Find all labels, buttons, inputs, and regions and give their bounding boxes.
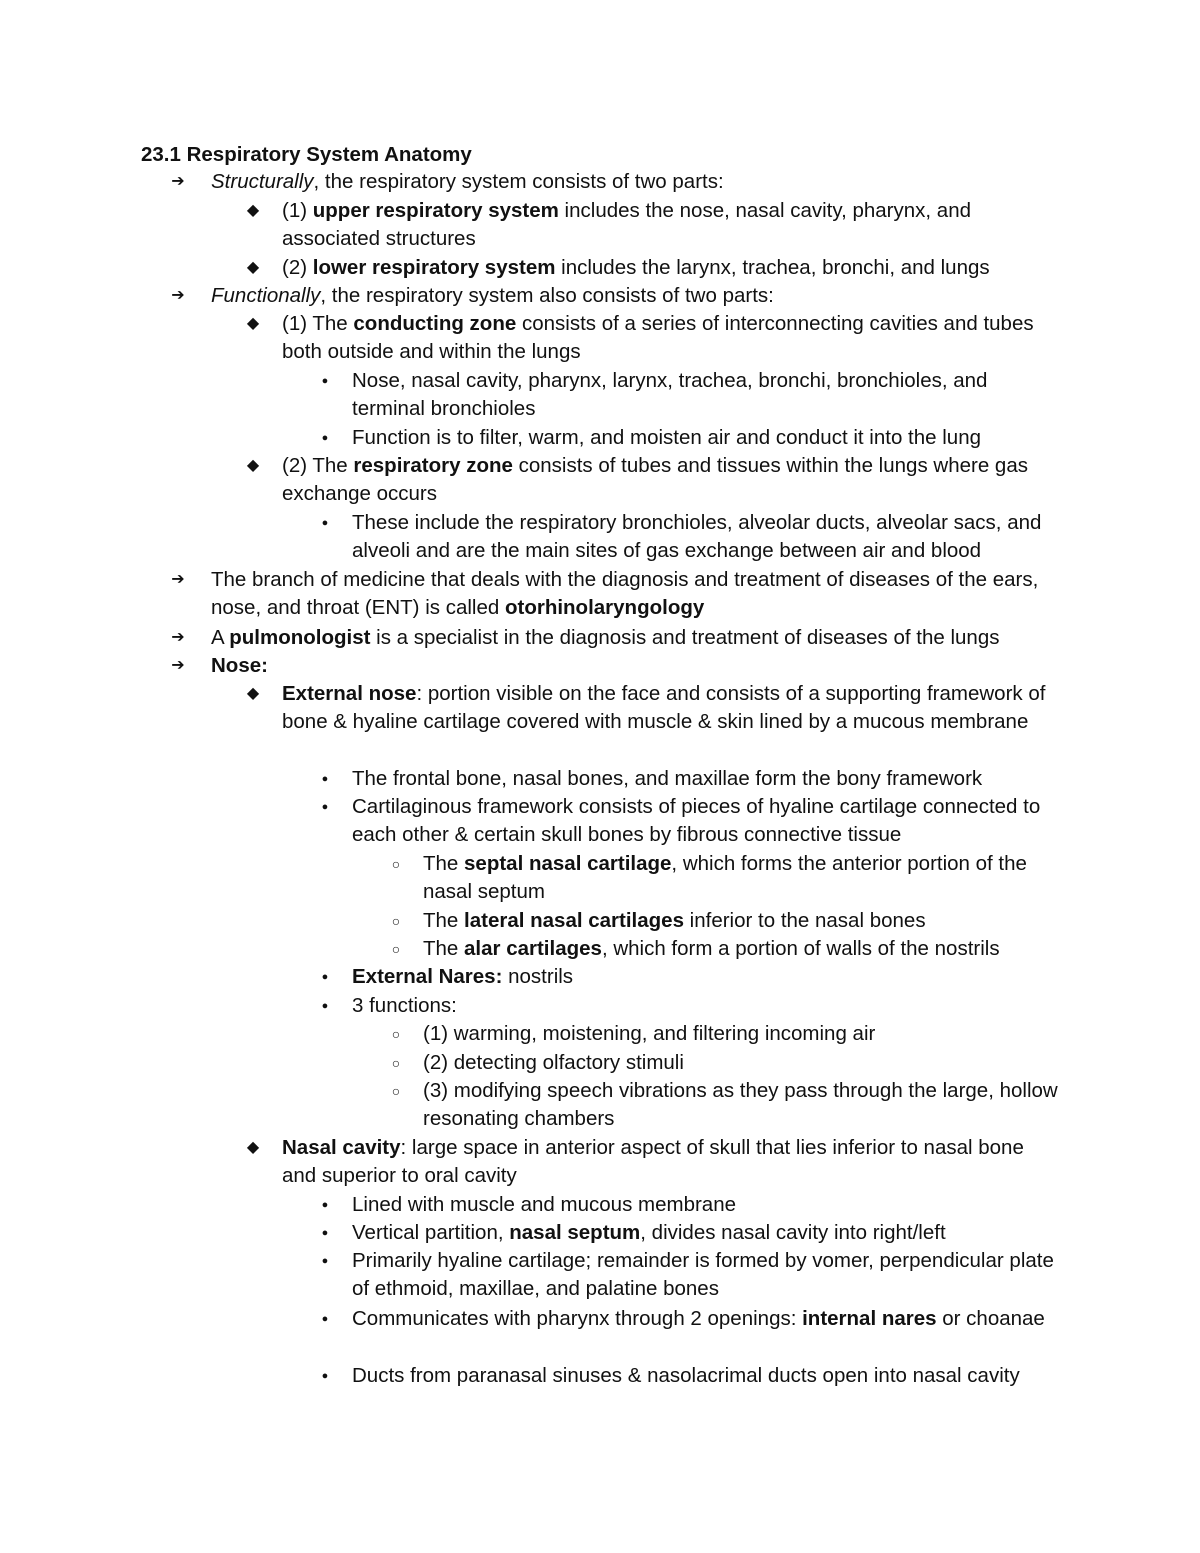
text-segment: Vertical partition, [352,1221,510,1244]
circle-bullet-icon: ○ [391,941,401,957]
dot-bullet-icon: ● [321,1227,329,1239]
dot-bullet-icon: ● [321,432,329,444]
text-segment: Communicates with pharynx through 2 openings: [352,1307,803,1330]
text-segment: (1) warming, moistening, and filtering incoming air [423,1022,876,1045]
circle-bullet-icon: ○ [391,856,401,872]
bold-term: lateral nasal cartilages [464,909,684,932]
text-segment: (2) detecting olfactory stimuli [423,1051,684,1074]
text-segment: These include the respiratory bronchioles, alveolar ducts, alveolar sacs, and alveoli and are the main sites of gas exchange between air and blood [352,511,1042,563]
text-segment: includes the larynx, trachea, bronchi, and lungs [555,256,990,279]
dot-bullet-icon: ● [321,1313,329,1325]
italic-term: Structurally [211,170,314,193]
list-item [321,367,1062,424]
list-item [321,765,1062,793]
list-item [321,424,1062,452]
arrow-bullet-icon: ➔ [171,657,185,674]
text-segment: The frontal bone, nasal bones, and maxillae form the bony framework [352,767,983,790]
text-segment: or choanae [936,1307,1045,1330]
dot-bullet-icon: ● [321,1255,329,1267]
dot-bullet-icon: ● [321,971,329,983]
list-item [321,963,1062,991]
text-segment: (3) modifying speech vibrations as they pass through the large, hollow resonating chambers [423,1079,1058,1131]
dot-bullet-icon: ● [321,1199,329,1211]
bold-term: septal nasal cartilage [464,852,672,875]
list-item [321,1191,1062,1219]
italic-term: Functionally [211,284,321,307]
list-item [321,992,1062,1020]
text-segment: , which forms the anterior portion of the nasal septum [423,852,1027,904]
list-item [246,680,1062,737]
arrow-bullet-icon: ➔ [171,629,185,646]
list-item [391,1020,1063,1048]
text-segment: , the respiratory system also consists of two parts: [320,284,774,307]
dot-bullet-icon: ● [321,773,329,785]
circle-bullet-icon: ○ [391,1026,401,1042]
bold-term: conducting zone [353,312,517,335]
text-segment: The [423,852,465,875]
text-segment: Lined with muscle and mucous membrane [352,1193,736,1216]
diamond-bullet-icon: ◆ [246,259,260,276]
text-segment: (2) The [282,454,354,477]
text-segment: 3 functions: [352,994,457,1017]
text-segment: , the respiratory system consists of two parts: [313,170,724,193]
list-item [171,168,1061,196]
arrow-bullet-icon: ➔ [171,571,185,588]
list-item [321,1247,1062,1304]
text-segment: (1) The [282,312,354,335]
text-segment: Nose, nasal cavity, pharynx, larynx, trachea, bronchi, bronchioles, and terminal bronchioles [352,369,988,421]
bold-term: alar cartilages [464,937,602,960]
bold-term: internal nares [802,1307,937,1330]
dot-bullet-icon: ● [321,1370,329,1382]
circle-bullet-icon: ○ [391,1055,401,1071]
text-segment: , which form a portion of walls of the nostrils [601,937,1000,960]
bold-term: External nose [282,682,417,705]
bold-term: respiratory zone [353,454,513,477]
diamond-bullet-icon: ◆ [246,315,260,332]
text-segment: inferior to the nasal bones [683,909,926,932]
list-item [246,310,1062,367]
bold-term: External Nares: [352,965,503,988]
list-item [321,1219,1062,1247]
circle-bullet-icon: ○ [391,913,401,929]
list-item [391,935,1063,963]
arrow-bullet-icon: ➔ [171,287,185,304]
bold-term: pulmonologist [229,626,371,649]
diamond-bullet-icon: ◆ [246,685,260,702]
text-segment: The branch of medicine that deals with the diagnosis and treatment of diseases of the ears, nose, and throat (ENT) is called [211,568,1039,620]
bold-term: Nose: [211,654,268,677]
bold-term: lower respiratory system [312,256,556,279]
list-item [391,1077,1063,1134]
diamond-bullet-icon: ◆ [246,1139,260,1156]
text-segment: (1) [282,199,313,222]
list-item [391,1049,1063,1077]
diamond-bullet-icon: ◆ [246,202,260,219]
text-segment: consists of tubes and tissues within the lungs where gas exchange occurs [282,454,1028,506]
list-item [321,509,1062,566]
list-item [246,1134,1062,1191]
list-item [391,907,1063,935]
diamond-bullet-icon: ◆ [246,457,260,474]
bold-term: upper respiratory system [312,199,559,222]
text-segment: : portion visible on the face and consists of a supporting framework of bone & hyaline cartilage covered with muscle & skin lined by a mucous membrane [282,682,1046,734]
dot-bullet-icon: ● [321,517,329,529]
dot-bullet-icon: ● [321,1000,329,1012]
list-item [171,652,1061,680]
text-segment: Primarily hyaline cartilage; remainder is formed by vomer, perpendicular plate of ethmoid, maxillae, and palatine bones [352,1249,1054,1301]
text-segment: , divides nasal cavity into right/left [640,1221,946,1244]
page-title: 23.1 Respiratory System Anatomy [141,143,472,166]
list-item [171,282,1061,310]
text-segment: Ducts from paranasal sinuses & nasolacrimal ducts open into nasal cavity [352,1364,1020,1387]
bold-term: otorhinolaryngology [504,596,705,620]
dot-bullet-icon: ● [321,375,329,387]
dot-bullet-icon: ● [321,801,329,813]
text-segment: A [211,626,230,649]
text-segment: Function is to filter, warm, and moisten air and conduct it into the lung [352,426,981,449]
list-item [321,793,1062,850]
text-segment: : large space in anterior aspect of skull that lies inferior to nasal bone and superior to oral cavity [282,1136,1024,1188]
text-segment: includes the nose, nasal cavity, pharynx, and associated structures [282,199,972,251]
list-item [246,452,1062,509]
list-item [246,254,1062,282]
bold-term: nasal septum [509,1221,641,1244]
text-segment: nostrils [502,965,574,988]
text-segment: The [423,909,465,932]
list-item [171,566,1061,623]
list-item [391,850,1063,907]
text-segment: Cartilaginous framework consists of pieces of hyaline cartilage connected to each other & certain skull bones by fibrous connective tissue [352,795,1041,847]
list-item [321,1362,1062,1390]
text-segment: (2) [282,256,313,279]
list-item [171,624,1061,652]
bold-term: Nasal cavity [282,1136,401,1159]
text-segment: consists of a series of interconnecting cavities and tubes both outside and within the lungs [282,312,1034,364]
arrow-bullet-icon: ➔ [171,173,185,190]
circle-bullet-icon: ○ [391,1083,401,1099]
text-segment: is a specialist in the diagnosis and treatment of diseases of the lungs [370,626,1000,649]
list-item [321,1305,1062,1333]
text-segment: The [423,937,465,960]
list-item [246,197,1062,254]
